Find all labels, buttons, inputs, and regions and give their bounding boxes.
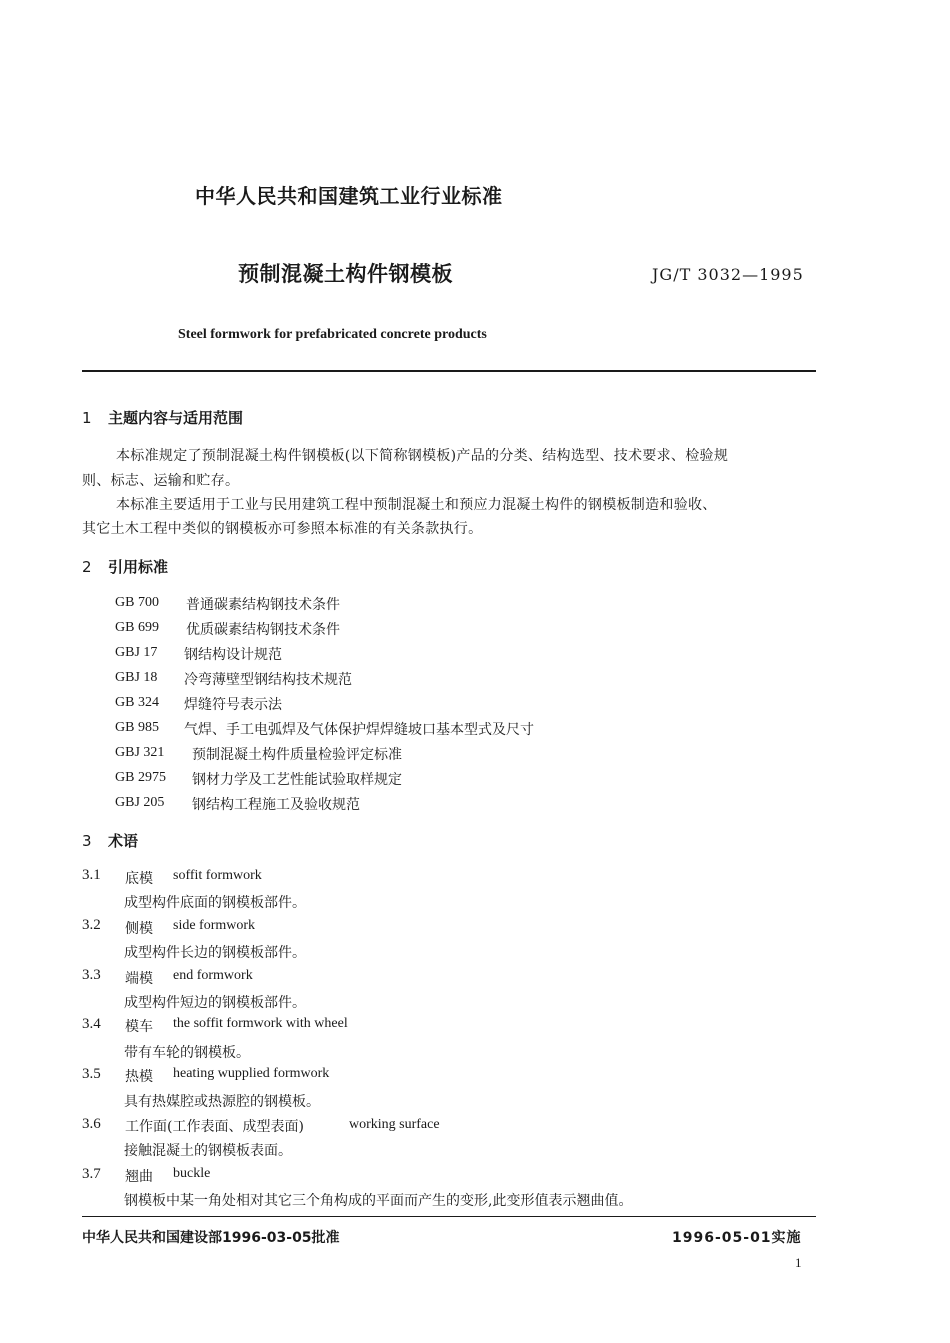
ref-name: 钢结构设计规范 <box>184 647 282 663</box>
term-english: working surface <box>349 1117 440 1132</box>
standard-category: 中华人民共和国建筑工业行业标准 <box>195 184 503 208</box>
ref-code: GB 2975 <box>115 770 166 785</box>
document-title: 预制混凝土构件钢模板 <box>238 262 453 286</box>
term-definition: 具有热媒腔或热源腔的钢模板。 <box>124 1094 320 1110</box>
term-number: 3.3 <box>82 967 101 983</box>
section-1-heading <box>82 407 243 428</box>
header-rule <box>82 370 816 372</box>
page-number: 1 <box>795 1255 802 1270</box>
term-number: 3.7 <box>82 1166 101 1182</box>
term-chinese: 底模 <box>125 871 153 887</box>
ref-name: 优质碳素结构钢技术条件 <box>186 622 340 638</box>
section-1-para-1-line-1: 本标准规定了预制混凝土构件钢模板(以下简称钢模板)产品的分类、结构选型、技术要求、检验规 <box>116 448 729 464</box>
term-english: heating wupplied formwork <box>173 1066 330 1081</box>
ref-name: 气焊、手工电弧焊及气体保护焊焊缝坡口基本型式及尺寸 <box>184 722 534 738</box>
section-2-number: 2 <box>82 558 92 576</box>
term-english: end formwork <box>173 968 253 983</box>
term-english: soffit formwork <box>173 868 262 883</box>
ref-code: GB 699 <box>115 620 159 635</box>
ref-code: GBJ 18 <box>115 670 158 685</box>
effective-date: 1996-05-01实施 <box>672 1230 802 1246</box>
section-3-number: 3 <box>82 832 92 850</box>
term-number: 3.2 <box>82 917 101 933</box>
term-number: 3.6 <box>82 1116 101 1132</box>
ref-name: 预制混凝土构件质量检验评定标准 <box>192 747 402 763</box>
ref-code: GBJ 17 <box>115 645 158 660</box>
section-1-para-2-line-2: 其它土木工程中类似的钢模板亦可参照本标准的有关条款执行。 <box>82 521 483 537</box>
section-1-number: 1 <box>82 409 92 427</box>
ref-code: GB 324 <box>115 695 159 710</box>
section-2-heading <box>82 556 168 577</box>
term-number: 3.1 <box>82 867 101 883</box>
ref-name: 钢结构工程施工及验收规范 <box>192 797 360 813</box>
ref-code: GB 700 <box>115 595 159 610</box>
section-2-title: 引用标准 <box>108 558 169 576</box>
term-definition: 成型构件长边的钢模板部件。 <box>124 945 306 961</box>
ref-name: 焊缝符号表示法 <box>184 697 282 713</box>
term-english: buckle <box>173 1166 211 1181</box>
term-chinese: 翘曲 <box>125 1169 153 1185</box>
term-chinese: 热模 <box>125 1069 153 1085</box>
term-english: the soffit formwork with wheel <box>173 1016 348 1031</box>
approval-line: 中华人民共和国建设部1996-03-05批准 <box>82 1230 340 1246</box>
ref-name: 钢材力学及工艺性能试验取样规定 <box>192 772 402 788</box>
term-definition: 接触混凝土的钢模板表面。 <box>124 1143 292 1159</box>
standard-code: JG/T 3032—1995 <box>652 265 804 284</box>
ref-code: GBJ 205 <box>115 795 165 810</box>
footer-rule <box>82 1216 816 1217</box>
term-number: 3.4 <box>82 1016 101 1032</box>
term-chinese: 端模 <box>125 971 153 987</box>
term-english: side formwork <box>173 918 256 933</box>
term-definition: 成型构件底面的钢模板部件。 <box>124 895 306 911</box>
ref-code: GB 985 <box>115 720 159 735</box>
term-definition: 带有车轮的钢模板。 <box>124 1045 250 1061</box>
term-definition: 成型构件短边的钢模板部件。 <box>124 995 306 1011</box>
ref-code: GBJ 321 <box>115 745 165 760</box>
term-chinese: 侧模 <box>125 921 153 937</box>
ref-name: 冷弯薄壁型钢结构技术规范 <box>184 672 352 688</box>
section-1-title: 主题内容与适用范围 <box>108 409 244 427</box>
english-title: Steel formwork for prefabricated concrete products <box>178 327 487 342</box>
section-3-title: 术语 <box>108 832 139 850</box>
section-3-heading <box>82 830 138 851</box>
term-definition: 钢模板中某一角处相对其它三个角构成的平面而产生的变形,此变形值表示翘曲值。 <box>124 1193 633 1209</box>
term-chinese: 工作面(工作表面、成型表面) <box>125 1119 304 1135</box>
term-number: 3.5 <box>82 1066 101 1082</box>
term-chinese: 模车 <box>125 1019 153 1035</box>
ref-name: 普通碳素结构钢技术条件 <box>186 597 340 613</box>
section-1-para-1-line-2: 则、标志、运输和贮存。 <box>82 473 240 489</box>
section-1-para-2-line-1: 本标准主要适用于工业与民用建筑工程中预制混凝土和预应力混凝土构件的钢模板制造和验收、 <box>116 497 717 513</box>
